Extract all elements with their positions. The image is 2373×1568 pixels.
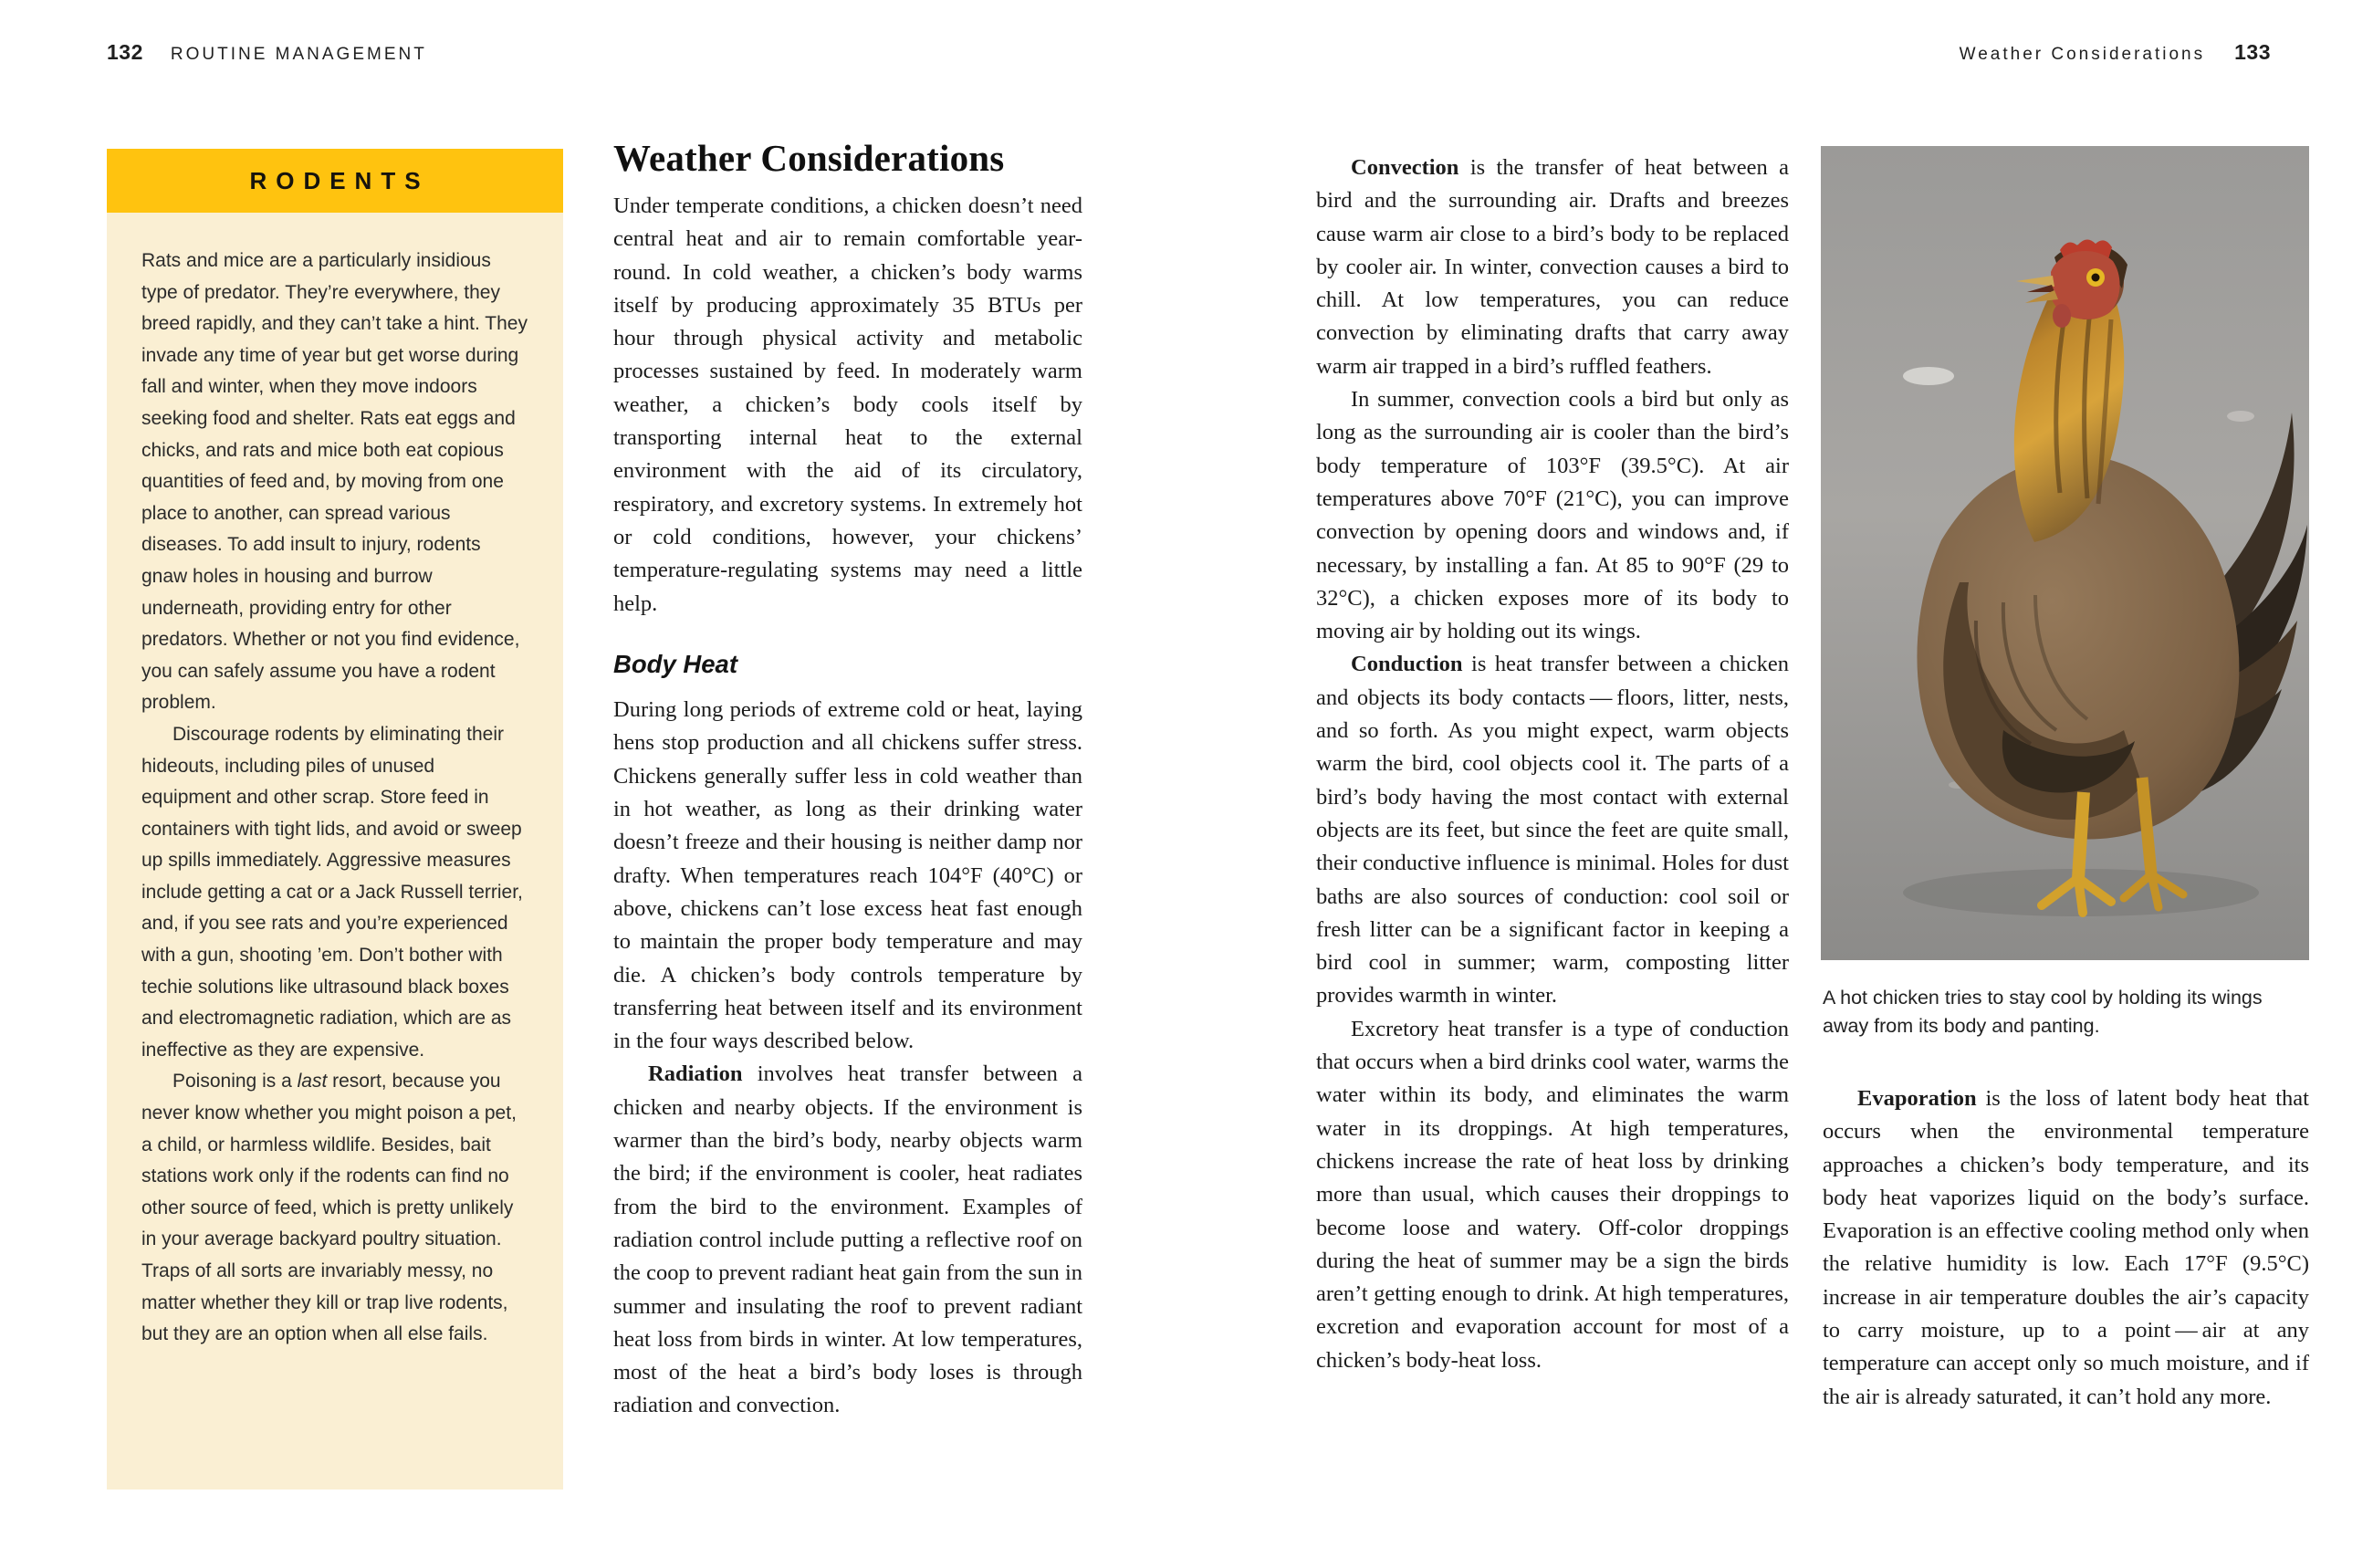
chicken-photo (1821, 146, 2309, 960)
wattle (2053, 304, 2071, 328)
sidebar-paragraph-text: resort, because you never know whether you might poison a pet, a child, or harmless wildlife. Besides, bait stations work only if the rodents can find no other source of feed, which is pretty unlikely in your average backyard poultry situation. Traps of all sorts are invariably messy, no matter whether they kill or trap live rodents, but they are an option when all else fails. (141, 1071, 517, 1345)
article-paragraph: Excretory heat transfer is a type of conduction that occurs when a bird drinks cool water, warms the water within its body, and eliminates the warm water in its droppings. At high temperatures, chickens increase the rate of heat loss by drinking more than usual, which causes their droppings to become loose and watery. Off-color droppings during the heat of summer may be a sign the birds aren’t getting enough to drink. At high temperatures, excretion and evaporation account for most of a chicken’s body-heat loss. (1316, 1016, 1789, 1373)
article-paragraph: During long periods of extreme cold or heat, laying hens stop production and all chickens suffer stress. Chickens generally suffer less in cold weather than in hot weather, as long as their drinking water doesn’t freeze and their housing is neither damp nor drafty. When temperatures reach 104°F (40°C) or above, chickens can’t lose excess heat fast enough to maintain the proper body temperature and may die. A chicken’s body controls temperature by transferring heat between itself and its environment in the four ways described below. (613, 697, 1082, 1054)
evaporation-lead-in: Evaporation (1857, 1086, 1977, 1111)
chicken-illustration (1821, 146, 2309, 960)
article-column-3 (1823, 1082, 2309, 1414)
rodents-sidebar-box (107, 149, 563, 1490)
page-number-left: 132 (107, 40, 143, 64)
article-title: Weather Considerations (613, 137, 1005, 179)
article-paragraph-convection (1316, 152, 1789, 383)
conduction-lead-in: Conduction (1351, 652, 1463, 677)
paragraph-text: is the transfer of heat between a bird and the surrounding air. Drafts and breezes cause warm air close to a bird’s body to be replaced by cooler air. In winter, convection causes a bird to chill. At low temperatures, you can reduce convection by eliminating drafts that carry away warm air trapped in a bird’s ruffled feathers. (1316, 155, 1789, 379)
paragraph-text: is the loss of latent body heat that occurs when the environmental temperature approaches a chicken’s body temperature, and its body heat vaporizes liquid on the body’s surface. Evaporation is an effective cooling method only when the relative humidity is low. Each 17°F (9.5°C) increase in air temperature doubles the air’s capacity to carry moisture, up to a point — air at any temperature can accept only so much moisture, and if the air is already saturated, it can’t hold any more. (1823, 1086, 2309, 1409)
section-title-right: Weather Considerations (1959, 45, 2206, 64)
sidebar-paragraph-text: Poisoning is a (172, 1071, 298, 1092)
article-paragraph-evaporation (1823, 1082, 2309, 1414)
article-column-1 (613, 137, 1082, 1423)
chicken-pupil (2092, 274, 2100, 282)
page-number-right: 133 (2234, 40, 2271, 64)
article-paragraph-conduction (1316, 648, 1789, 1012)
sidebar-paragraph: Discourage rodents by eliminating their hideouts, including piles of unused equipment and other scrap. Store feed in containers with tight lids, and avoid or sweep up spills immediately. Aggressive measures include getting a cat or a Jack Russell terrier, and, if you see rats and you’re experienced with a gun, shooting ’em. Don’t bother with techie solutions like ultrasound black boxes and electromagnetic radiation, which are as ineffective as they are expensive. (141, 723, 523, 1061)
paragraph-text: involves heat transfer between a chicken and nearby objects. If the environment is warmer than the bird’s body, nearby objects warm the bird; if the environment is cooler, heat radiates from the bird to the environment. Examples of radiation control include putting a reflective roof on the coop to prevent radiant heat gain from the sun in summer and insulating the roof to prevent radiant heat loss from birds in winter. At low temperatures, most of the heat a bird’s body loses is through radiation and convection. (613, 1061, 1082, 1418)
sidebar-paragraph: Rats and mice are a particularly insidious type of predator. They’re everywhere, they breed rapidly, and they can’t take a hint. They invade any time of year but get worse during fall and winter, when they move indoors seeking food and shelter. Rats eat eggs and chicks, and rats and mice both eat copious quantities of feed and, by moving from one place to another, can spread various diseases. To add insult to injury, rodents gnaw holes in housing and burrow underneath, providing entry for other predators. Whether or not you find evidence, you can safely assume you have a rodent problem. (141, 250, 528, 714)
radiation-lead-in: Radiation (648, 1061, 743, 1087)
running-head-left (107, 40, 427, 65)
body-heat-subheading: Body Heat (613, 649, 737, 678)
rodents-sidebar-header (107, 149, 563, 213)
photo-caption: A hot chicken tries to stay cool by holding its wings away from its body and panting. (1823, 987, 2263, 1037)
article-paragraph-intro: Under temperate conditions, a chicken doesn’t need central heat and air to remain comfortable year-round. In cold weather, a chicken’s body warms itself by producing approximately 35 BTUs per hour through physical activity and metabolic processes sustained by feed. In moderately warm weather, a chicken’s body cools itself by transporting internal heat to the external environment with the aid of its circulatory, respiratory, and excretory systems. In extremely hot or cold conditions, however, your chickens’ temperature-regulating systems may need a little help. (613, 193, 1082, 616)
running-head-right (1960, 40, 2271, 65)
article-column-2 (1316, 152, 1789, 1377)
rodents-sidebar-body (107, 213, 563, 1490)
convection-lead-in: Convection (1351, 155, 1459, 180)
chicken-leg (2078, 792, 2084, 878)
rodents-sidebar-title: RODENTS (249, 166, 430, 194)
sidebar-paragraph-italic: last (297, 1071, 328, 1092)
sidebar-paragraph (141, 1066, 528, 1350)
article-paragraph: In summer, convection cools a bird but only as long as the surrounding air is cooler than the bird’s body temperature of 103°F (39.5°C). At air temperatures above 70°F (21°C), you can improve convection by opening doors and windows and, if necessary, by installing a fan. At 85 to 90°F (29 to 32°C), a chicken exposes more of its body to moving air by holding out its wings. (1316, 387, 1789, 644)
article-paragraph-radiation (613, 1058, 1082, 1422)
paragraph-text: is heat transfer between a chicken and objects its body contacts — floors, litter, nests, and so forth. As you might expect, warm objects warm the bird, cool objects cool it. The parts of a bird’s body having the most contact with external objects are its feet, but since the feet are quite small, their conductive influence is minimal. Holes for dust baths are also sources of conduction: cool soil or fresh litter can be a significant factor in keeping a bird cool in summer; warm, composting litter provides warmth in winter. (1316, 652, 1789, 1009)
pavement-mark (2227, 411, 2254, 422)
section-title-left: ROUTINE MANAGEMENT (170, 45, 427, 64)
pavement-mark (1903, 367, 1954, 385)
